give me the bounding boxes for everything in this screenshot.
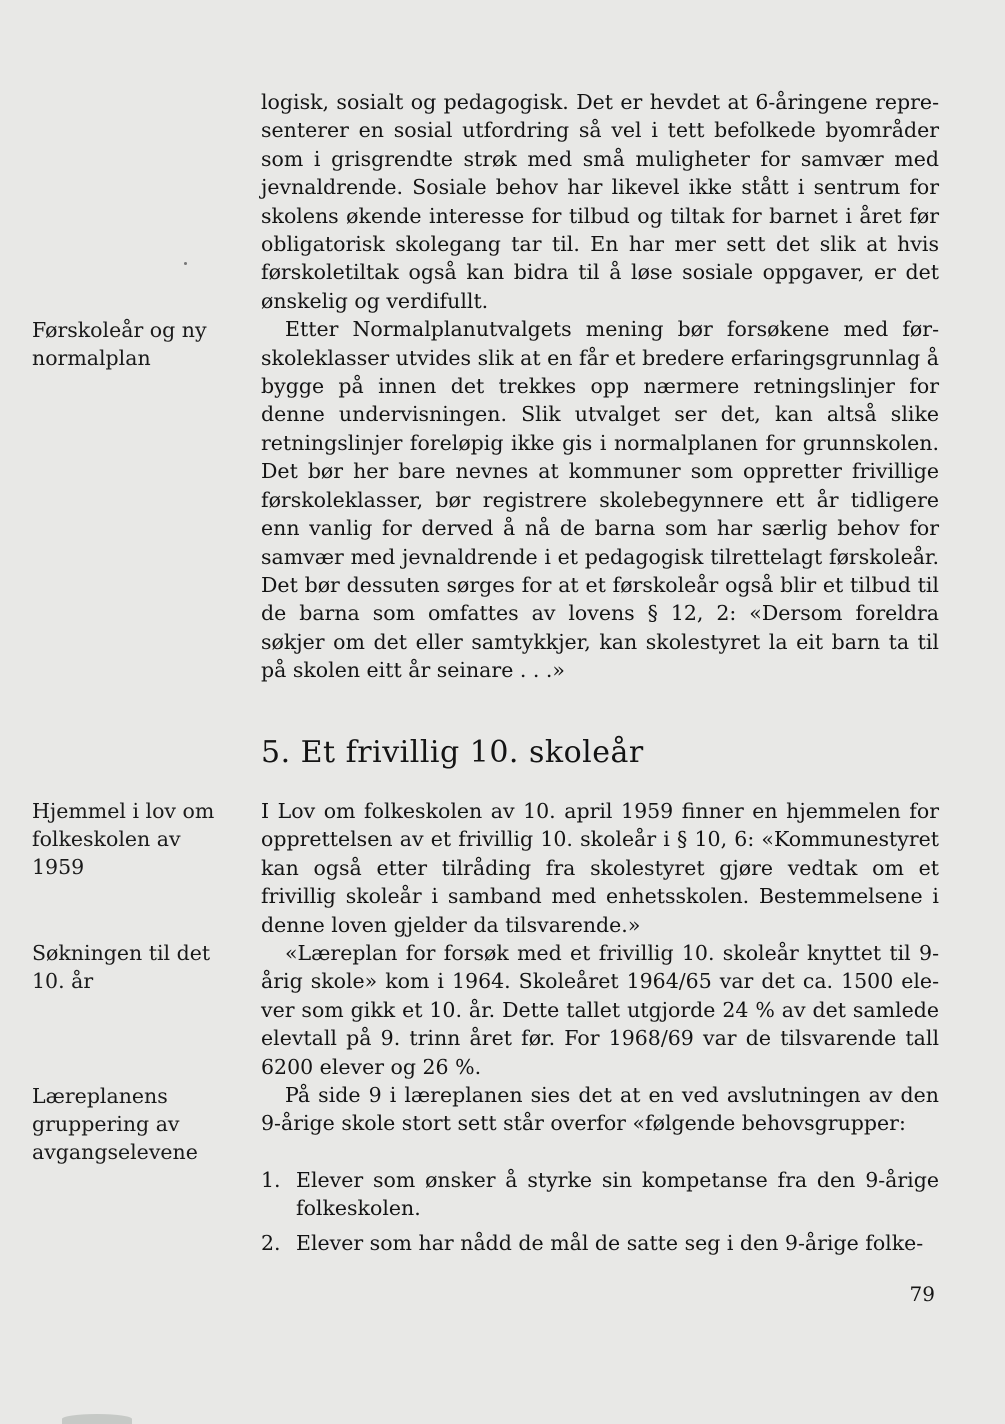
page-number: 79	[909, 1282, 935, 1306]
main-text-section	[261, 797, 939, 1138]
list-item	[261, 1166, 939, 1223]
paragraph-2: Etter Normalplanutvalgets mening bør forsøkene med førskoleklasser utvides slik at en får et bredere erfaringsgrunnlag å bygge på innen det trekkes opp nærmere retningslinjer for denne undervisningen. Slik utvalget ser det, kan altså slike retningslinjer foreløpig ikke gis i normalplanen for grunnskolen. Det bør her bare nevnes at kommuner som oppretter frivillige førskoleklasser, bør registrere skolebegynnere ett år tidligere enn vanlig for derved å nå de barna som har særlig behov for samvær med jevnaldrende i et pedagogisk tilrettelagt førskoleår. Det bør dessuten sørges for at et førskoleår også blir et tilbud til de barna som omfattes av lovens § 12, 2: «Dersom foreldra søkjer om det eller samtykkjer, kan skolestyret la eit barn ta til på skolen eitt år seinare . . .»	[261, 317, 939, 683]
paragraph-1: logisk, sosialt og pedagogisk. Det er hevdet at 6-åringene representerer en sosial utfordring så vel i tett befolkede byområder som i grisgrendte strøk med små muligheter for samvær med jevnaldrende. Sosiale behov har likevel ikke stått i sentrum for skolens økende interesse for tilbud og tiltak for barnet i året før obligatorisk skolegang tar til. En har mer sett det slik at hvis førskoletiltak også kan bidra til å løse sosiale oppgaver, er det ønskelig og verdifullt.	[261, 90, 939, 313]
margin-note-laereplanens: Læreplanens gruppering av avgangselevene	[32, 1084, 198, 1164]
paragraph-5: På side 9 i læreplanen sies det at en ved avslutningen av den 9-årige skole stort sett står overfor «følgende behovsgrupper:	[261, 1083, 939, 1136]
behovsgrupper-list	[261, 1166, 939, 1257]
list-item	[261, 1229, 939, 1257]
margin-note-sokningen: Søkningen til det 10. år	[32, 941, 211, 993]
margin-note-hjemmel: Hjemmel i lov om folkeskolen av 1959	[32, 799, 215, 879]
main-text-top	[261, 88, 939, 685]
paragraph-3: I Lov om folkeskolen av 10. april 1959 finner en hjemmelen for opprettelsen av et frivillig 10. skoleår i § 10, 6: «Kommunestyret kan også etter tilråding fra skolestyret gjøre vedtak om et frivillig skoleår i samband med enhetsskolen. Bestemmelsene i denne loven gjelder da tilsvarende.»	[261, 799, 939, 937]
list-item-number: 2.	[261, 1230, 281, 1255]
scan-artifact	[62, 1414, 132, 1424]
margin-note-forskolear: Førskoleår og ny normalplan	[32, 318, 207, 370]
list-item-text: Elever som ønsker å styrke sin kompetanse fra den 9-årige folkeskolen.	[296, 1168, 939, 1221]
list-item-number: 1.	[261, 1168, 281, 1192]
list-item-text: Elever som har nådd de mål de satte seg i den 9-årige folke-	[296, 1230, 924, 1255]
scan-speck	[184, 262, 187, 265]
paragraph-4: «Læreplan for forsøk med et frivillig 10. skoleår knyttet til 9-årig skole» kom i 1964. Skoleåret 1964/65 var det ca. 1500 elever som gikk et 10. år. Dette tallet utgjorde 24 % av det samlede elevtall på 9. trinn året før. For 1968/69 var de tilsvarende tall 6200 elever og 26 %.	[261, 941, 939, 1079]
section-heading: 5. Et frivillig 10. skoleår	[261, 735, 644, 770]
